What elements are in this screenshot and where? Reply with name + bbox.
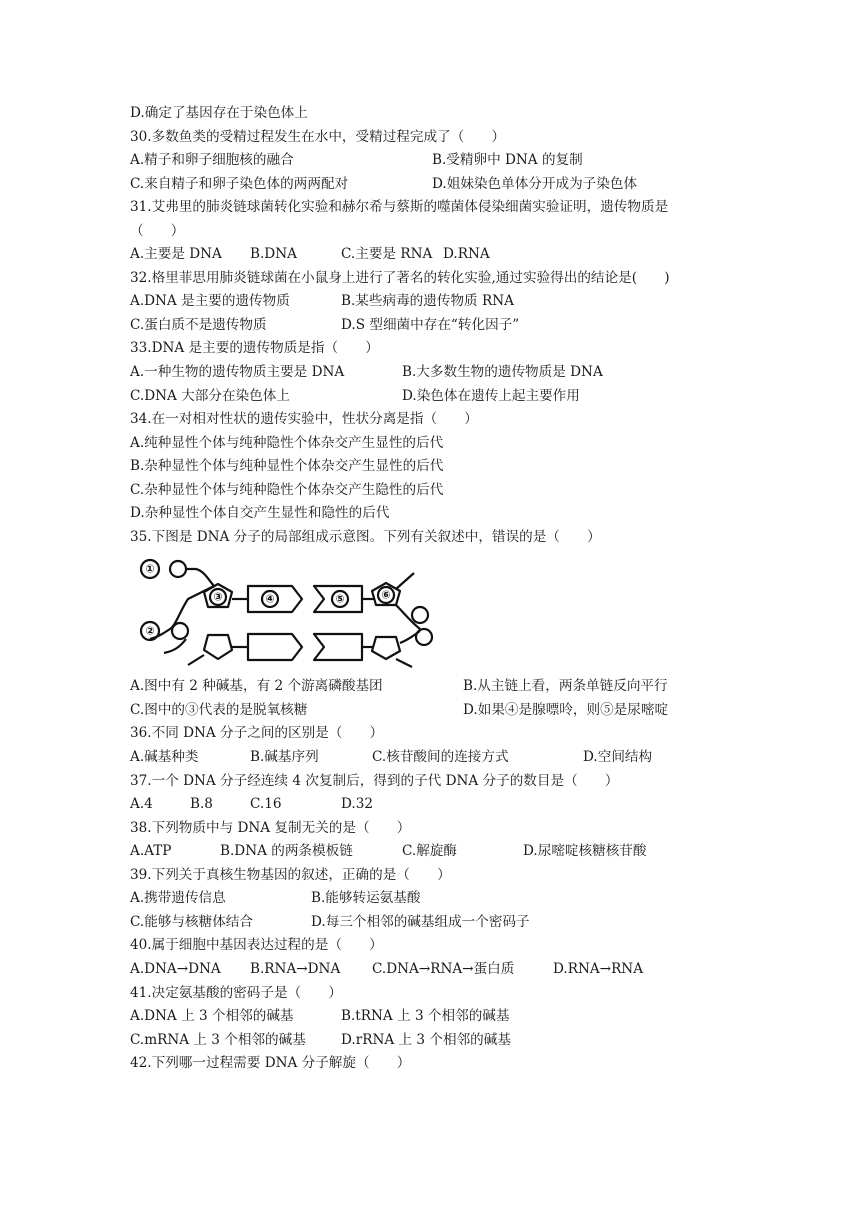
label-2: ② <box>145 624 155 638</box>
q30-stem: 30.多数鱼类的受精过程发生在水中，受精过程完成了（ ） <box>130 128 506 145</box>
q34-option-d: D.杂种显性个体自交产生显性和隐性的后代 <box>130 505 390 522</box>
label-4: ④ <box>265 592 275 606</box>
phosphate-circle-right-top <box>412 607 428 623</box>
q42-stem: 42.下列哪一过程需要 DNA 分子解旋（ ） <box>130 1055 411 1072</box>
label-1: ① <box>145 562 155 576</box>
q34-option-a: A.纯种显性个体与纯种隐性个体杂交产生显性的后代 <box>130 434 444 451</box>
base-arrow-bottom <box>248 634 302 660</box>
q30-options-cd: C.来自精子和卵子染色体的两两配对 D.姐妹染色单体分开成为子染色体 <box>130 175 638 192</box>
q31-stem: 31.艾弗里的肺炎链球菌转化实验和赫尔希与蔡斯的噬菌体侵染细菌实验证明，遗传物质是 <box>130 199 669 216</box>
q41-options-cd: C.mRNA 上 3 个相邻的碱基 D.rRNA 上 3 个相邻的碱基 <box>130 1031 511 1048</box>
q33-options-cd: C.DNA 大部分在染色体上 D.染色体在遗传上起主要作用 <box>130 387 580 404</box>
q35-options-cd: C.图中的③代表的是脱氧核糖 D.如果④是腺嘌呤，则⑤是尿嘧啶 <box>130 701 669 718</box>
q32-options-ab: A.DNA 是主要的遗传物质 B.某些病毒的遗传物质 RNA <box>130 293 514 310</box>
q37-options: A.4 B.8 C.16 D.32 <box>130 796 374 813</box>
bottom-right-tail <box>396 659 412 667</box>
phosphate-circle-right-bottom <box>416 629 432 645</box>
label-6: ⑥ <box>381 588 391 602</box>
dna-structure-diagram <box>130 549 750 675</box>
q31-stem-paren: （ ） <box>130 222 185 239</box>
q41-options-ab: A.DNA 上 3 个相邻的碱基 B.tRNA 上 3 个相邻的碱基 <box>130 1008 510 1025</box>
sugar-pentagon-bottom-left <box>204 635 232 659</box>
document-page <box>130 102 750 1076</box>
q34-stem: 34.在一对相对性状的遗传实验中，性状分离是指（ ） <box>130 411 478 428</box>
q38-stem: 38.下列物质中与 DNA 复制无关的是（ ） <box>130 819 411 836</box>
q40-options: A.DNA→DNA B.RNA→DNA C.DNA→RNA→蛋白质 D.RNA→RNA <box>130 960 644 977</box>
q31-options: A.主要是 DNA B.DNA C.主要是 RNA D.RNA <box>130 246 490 263</box>
q41-stem: 41.决定氨基酸的密码子是（ ） <box>130 984 342 1001</box>
phosphate-circle-2 <box>172 623 188 639</box>
base-notched-bottom <box>314 634 362 660</box>
sugar-pentagon-bottom-right <box>372 637 400 659</box>
q39-options-ab: A.携带遗传信息 B.能够转运氨基酸 <box>130 890 421 907</box>
top-backbone-left <box>186 569 214 586</box>
q34-option-c: C.杂种显性个体与纯种隐性个体杂交产生隐性的后代 <box>130 481 444 498</box>
phosphate-circle-1 <box>170 561 186 577</box>
q37-stem: 37.一个 DNA 分子经连续 4 次复制后，得到的子代 DNA 分子的数目是（ ） <box>130 772 619 789</box>
base-arrow-4 <box>248 586 302 612</box>
top-right-tail <box>396 573 414 589</box>
q39-stem: 39.下列关于真核生物基因的叙述，正确的是（ ） <box>130 866 451 883</box>
q36-options: A.碱基种类 B.碱基序列 C.核苷酸间的连接方式 D.空间结构 <box>130 749 653 766</box>
label-3: ③ <box>213 590 223 604</box>
q35-options-ab: A.图中有 2 种碱基，有 2 个游离磷酸基团 B.从主链上看，两条单链反向平行 <box>130 678 668 695</box>
q32-options-cd: C.蛋白质不是遗传物质 D.S 型细菌中存在“转化因子” <box>130 316 520 333</box>
dna-diagram-svg <box>134 555 446 673</box>
bottom-backbone-left <box>164 639 186 653</box>
q40-stem: 40.属于细胞中基因表达过程的是（ ） <box>130 937 383 954</box>
bottom-left-tail <box>188 655 204 665</box>
q35-stem: 35.下图是 DNA 分子的局部组成示意图。下列有关叙述中，错误的是（ ） <box>130 528 601 545</box>
q38-options: A.ATP B.DNA 的两条模板链 C.解旋酶 D.尿嘧啶核糖核苷酸 <box>130 843 647 860</box>
q33-stem: 33.DNA 是主要的遗传物质是指（ ） <box>130 340 379 357</box>
q39-options-cd: C.能够与核糖体结合 D.每三个相邻的碱基组成一个密码子 <box>130 913 530 930</box>
q30-options-ab: A.精子和卵子细胞核的融合 B.受精卵中 DNA 的复制 <box>130 152 583 169</box>
q29-option-d: D.确定了基因存在于染色体上 <box>130 105 308 121</box>
q33-options-ab: A.一种生物的遗传物质主要是 DNA B.大多数生物的遗传物质是 DNA <box>130 364 603 381</box>
q32-stem: 32.格里菲思用肺炎链球菌在小鼠身上进行了著名的转化实验,通过实验得出的结论是( ) <box>130 269 670 286</box>
label-5: ⑤ <box>335 592 345 606</box>
q36-stem: 36.不同 DNA 分子之间的区别是（ ） <box>130 725 384 742</box>
q34-option-b: B.杂种显性个体与纯种显性个体杂交产生显性的后代 <box>130 458 444 475</box>
